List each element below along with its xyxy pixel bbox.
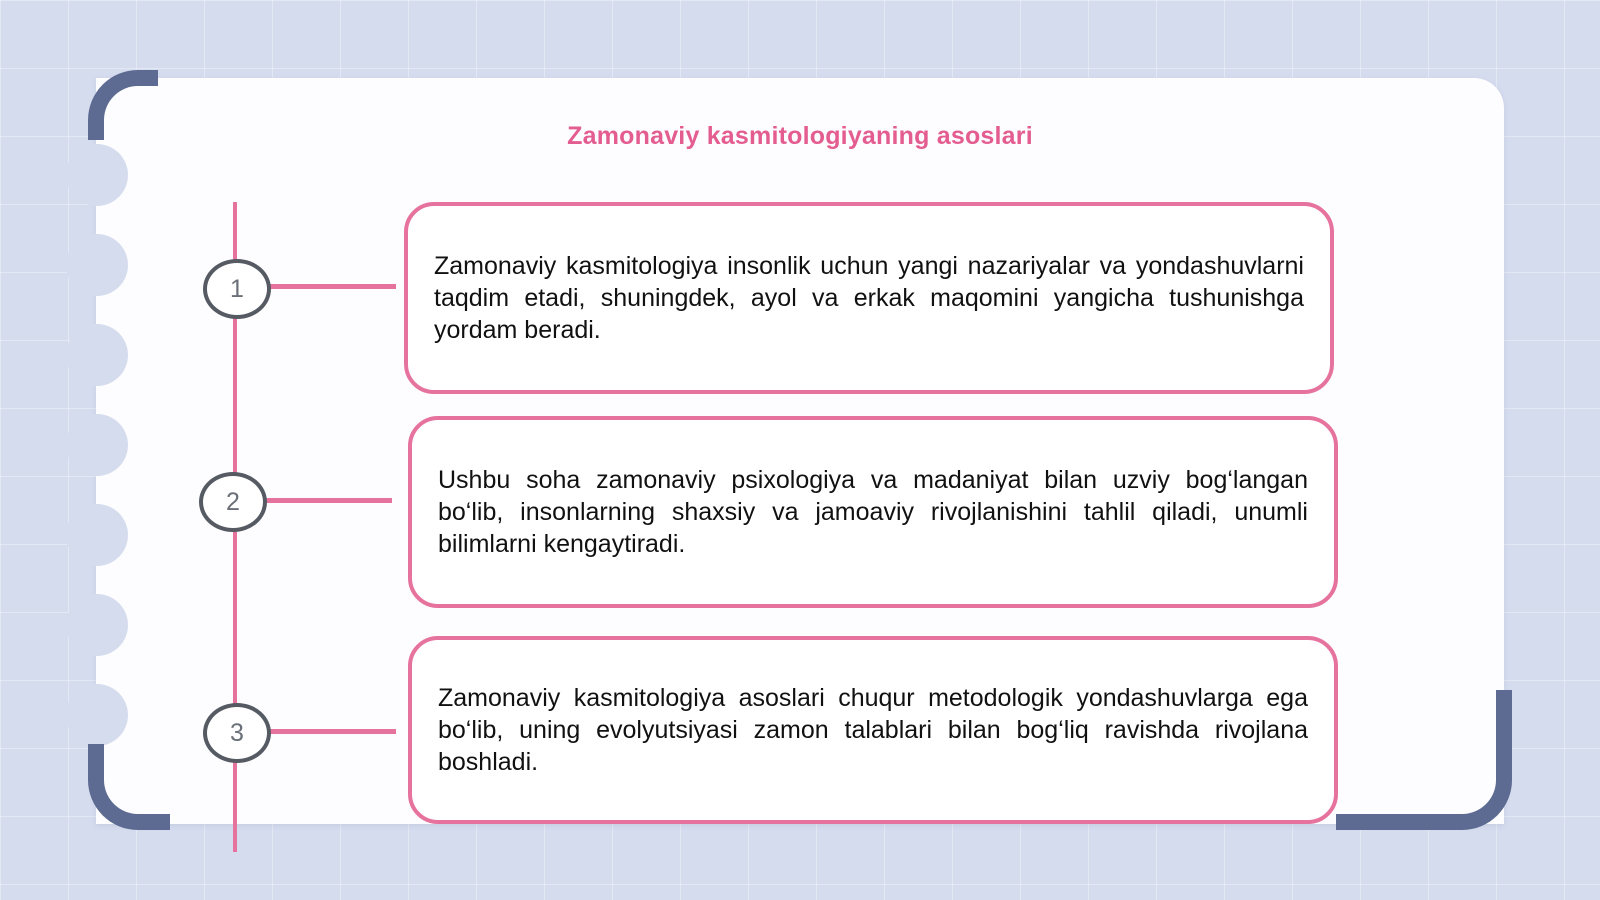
scallop-decoration	[66, 144, 128, 206]
scallop-decoration	[66, 414, 128, 476]
timeline-connector	[266, 284, 396, 289]
step-number-2: 2	[199, 472, 267, 532]
scallop-decoration	[66, 594, 128, 656]
content-card-3	[408, 636, 1338, 824]
scallop-decoration	[66, 684, 128, 746]
slide-title: Zamonaviy kasmitologiyaning asoslari	[567, 122, 1033, 150]
step-number-3: 3	[203, 703, 271, 763]
scallop-decoration	[66, 504, 128, 566]
card-text: Zamonaviy kasmitologiya asoslari chuqur metodologik yondashuvlarga ega bo‘lib, uning evolyutsiyasi zamon talablari bilan bog‘liq ravishda rivojlana boshladi.	[438, 684, 1308, 776]
content-card-2	[408, 416, 1338, 608]
content-card-1	[404, 202, 1334, 394]
scallop-decoration	[66, 234, 128, 296]
scallop-decoration	[66, 324, 128, 386]
step-number-1: 1	[203, 259, 271, 319]
card-text: Ushbu soha zamonaviy psixologiya va madaniyat bilan uzviy bog‘langan bo‘lib, insonlarning shaxsiy va jamoaviy rivojlanishini tahlil qiladi, unumli bilimlarni kengaytiradi.	[438, 466, 1308, 558]
timeline-connector	[262, 498, 392, 503]
card-text: Zamonaviy kasmitologiya insonlik uchun yangi nazariyalar va yondashuvlarni taqdim etadi, shuningdek, ayol va erkak maqomini yangicha tushunishga yordam beradi.	[434, 252, 1304, 344]
timeline-connector	[266, 729, 396, 734]
corner-bracket-bottom-right	[1336, 690, 1512, 830]
